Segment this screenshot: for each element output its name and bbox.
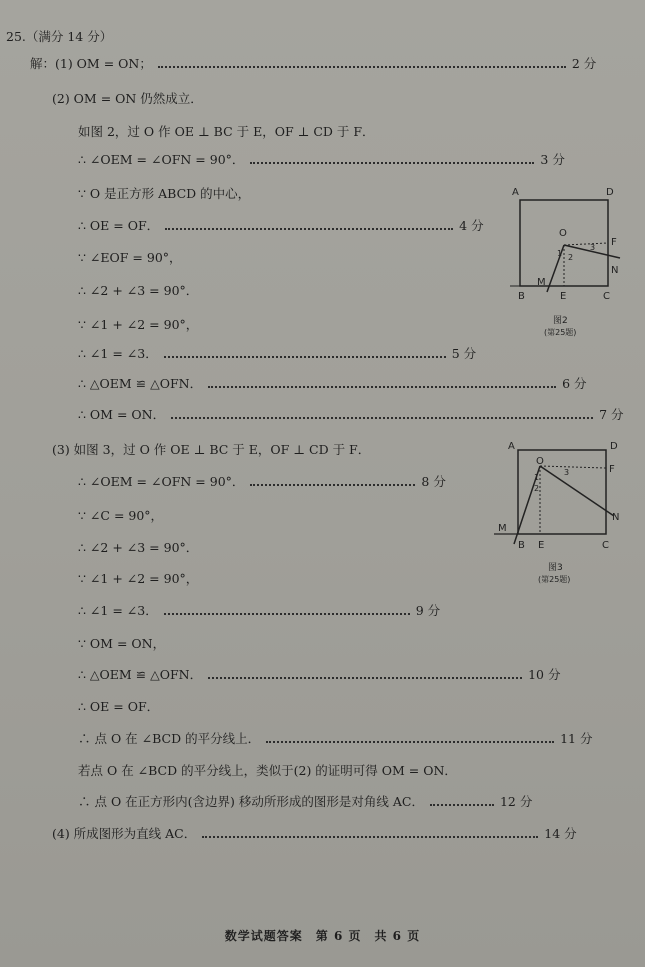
- label-m: M: [537, 277, 546, 288]
- segment-of: [564, 243, 608, 245]
- label-c: C: [603, 291, 610, 302]
- label-n: N: [612, 512, 620, 523]
- label-o: O: [559, 228, 567, 239]
- label-d: D: [606, 187, 614, 198]
- figure-3-subcaption: (第25题): [538, 575, 571, 584]
- solution-line-3: 如图 2，过 O 作 OE ⊥ BC 于 E，OF ⊥ CD 于 F．: [78, 124, 375, 139]
- solution-line-25: (4) 所成图形为直线 AC． 14 分: [52, 826, 577, 841]
- solution-line-19: ∵ OM = ON，: [78, 636, 166, 651]
- angle-1-label: 1: [534, 473, 540, 482]
- solution-line-14: ∴ ∠OEM = ∠OFN = 90°． 8 分: [78, 474, 446, 489]
- label-f: F: [609, 464, 615, 475]
- solution-line-8: ∴ ∠2 + ∠3 = 90°．: [78, 283, 199, 298]
- solution-line-23: 若点 O 在 ∠BCD 的平分线上，类似于(2) 的证明可得 OM = ON．: [78, 763, 457, 778]
- solution-line-13: (3) 如图 3，过 O 作 OE ⊥ BC 于 E，OF ⊥ CD 于 F．: [52, 442, 371, 457]
- label-a: A: [512, 187, 519, 198]
- solution-line-2: (2) OM = ON 仍然成立．: [52, 91, 203, 106]
- angle-2-label: 2: [568, 253, 574, 262]
- angle-3-label: 3: [590, 243, 596, 252]
- label-e: E: [560, 291, 567, 302]
- solution-line-9: ∵ ∠1 + ∠2 = 90°，: [78, 317, 199, 332]
- figure-2-diagram: [500, 180, 630, 345]
- label-m: M: [498, 523, 507, 534]
- figure-3-diagram: [490, 436, 630, 596]
- solution-line-20: ∴ △OEM ≌ △OFN． 10 分: [78, 667, 561, 682]
- solution-line-15: ∵ ∠C = 90°，: [78, 508, 164, 523]
- label-b: B: [518, 291, 525, 302]
- solution-line-17: ∵ ∠1 + ∠2 = 90°，: [78, 571, 199, 586]
- solution-line-21: ∴ OE = OF．: [78, 699, 160, 714]
- solution-line-18: ∴ ∠1 = ∠3． 9 分: [78, 603, 441, 618]
- solution-line-1: 解：(1) OM = ON； 2 分: [30, 56, 597, 71]
- solution-line-5: ∵ O 是正方形 ABCD 的中心，: [78, 186, 251, 201]
- label-b: B: [518, 540, 525, 551]
- figure-3-caption: 图3: [548, 563, 563, 573]
- angle-1-label: 1: [557, 249, 563, 258]
- solution-line-11: ∴ △OEM ≌ △OFN． 6 分: [78, 376, 587, 391]
- label-e: E: [538, 540, 545, 551]
- solution-line-16: ∴ ∠2 + ∠3 = 90°．: [78, 540, 199, 555]
- angle-3-label: 3: [564, 468, 570, 477]
- segment-of: [540, 466, 606, 468]
- figure-2-subcaption: (第25题): [544, 328, 577, 337]
- label-o: O: [536, 456, 544, 467]
- label-f: F: [611, 237, 617, 248]
- label-n: N: [611, 265, 619, 276]
- solution-line-24: ∴ 点 O 在正方形内(含边界) 移动所形成的图形是对角线 AC． 12 分: [78, 794, 533, 809]
- problem-heading: 25.（满分 14 分）: [6, 29, 113, 44]
- page-footer: 数学试题答案 第 6 页 共 6 页: [224, 929, 421, 943]
- solution-line-10: ∴ ∠1 = ∠3． 5 分: [78, 346, 477, 361]
- segment-on: [540, 466, 614, 516]
- figure-2-caption: 图2: [553, 316, 568, 326]
- solution-line-12: ∴ OM = ON． 7 分: [78, 407, 624, 422]
- solution-line-4: ∴ ∠OEM = ∠OFN = 90°． 3 分: [78, 152, 565, 167]
- label-c: C: [602, 540, 609, 551]
- score-label: 2 分: [571, 56, 597, 71]
- label-d: D: [610, 441, 618, 452]
- solution-line-22: ∴ 点 O 在 ∠BCD 的平分线上． 11 分: [78, 731, 593, 746]
- angle-2-label: 2: [534, 484, 540, 493]
- label-a: A: [508, 441, 515, 452]
- solution-line-6: ∴ OE = OF． 4 分: [78, 218, 484, 233]
- solution-line-7: ∵ ∠EOF = 90°，: [78, 250, 182, 265]
